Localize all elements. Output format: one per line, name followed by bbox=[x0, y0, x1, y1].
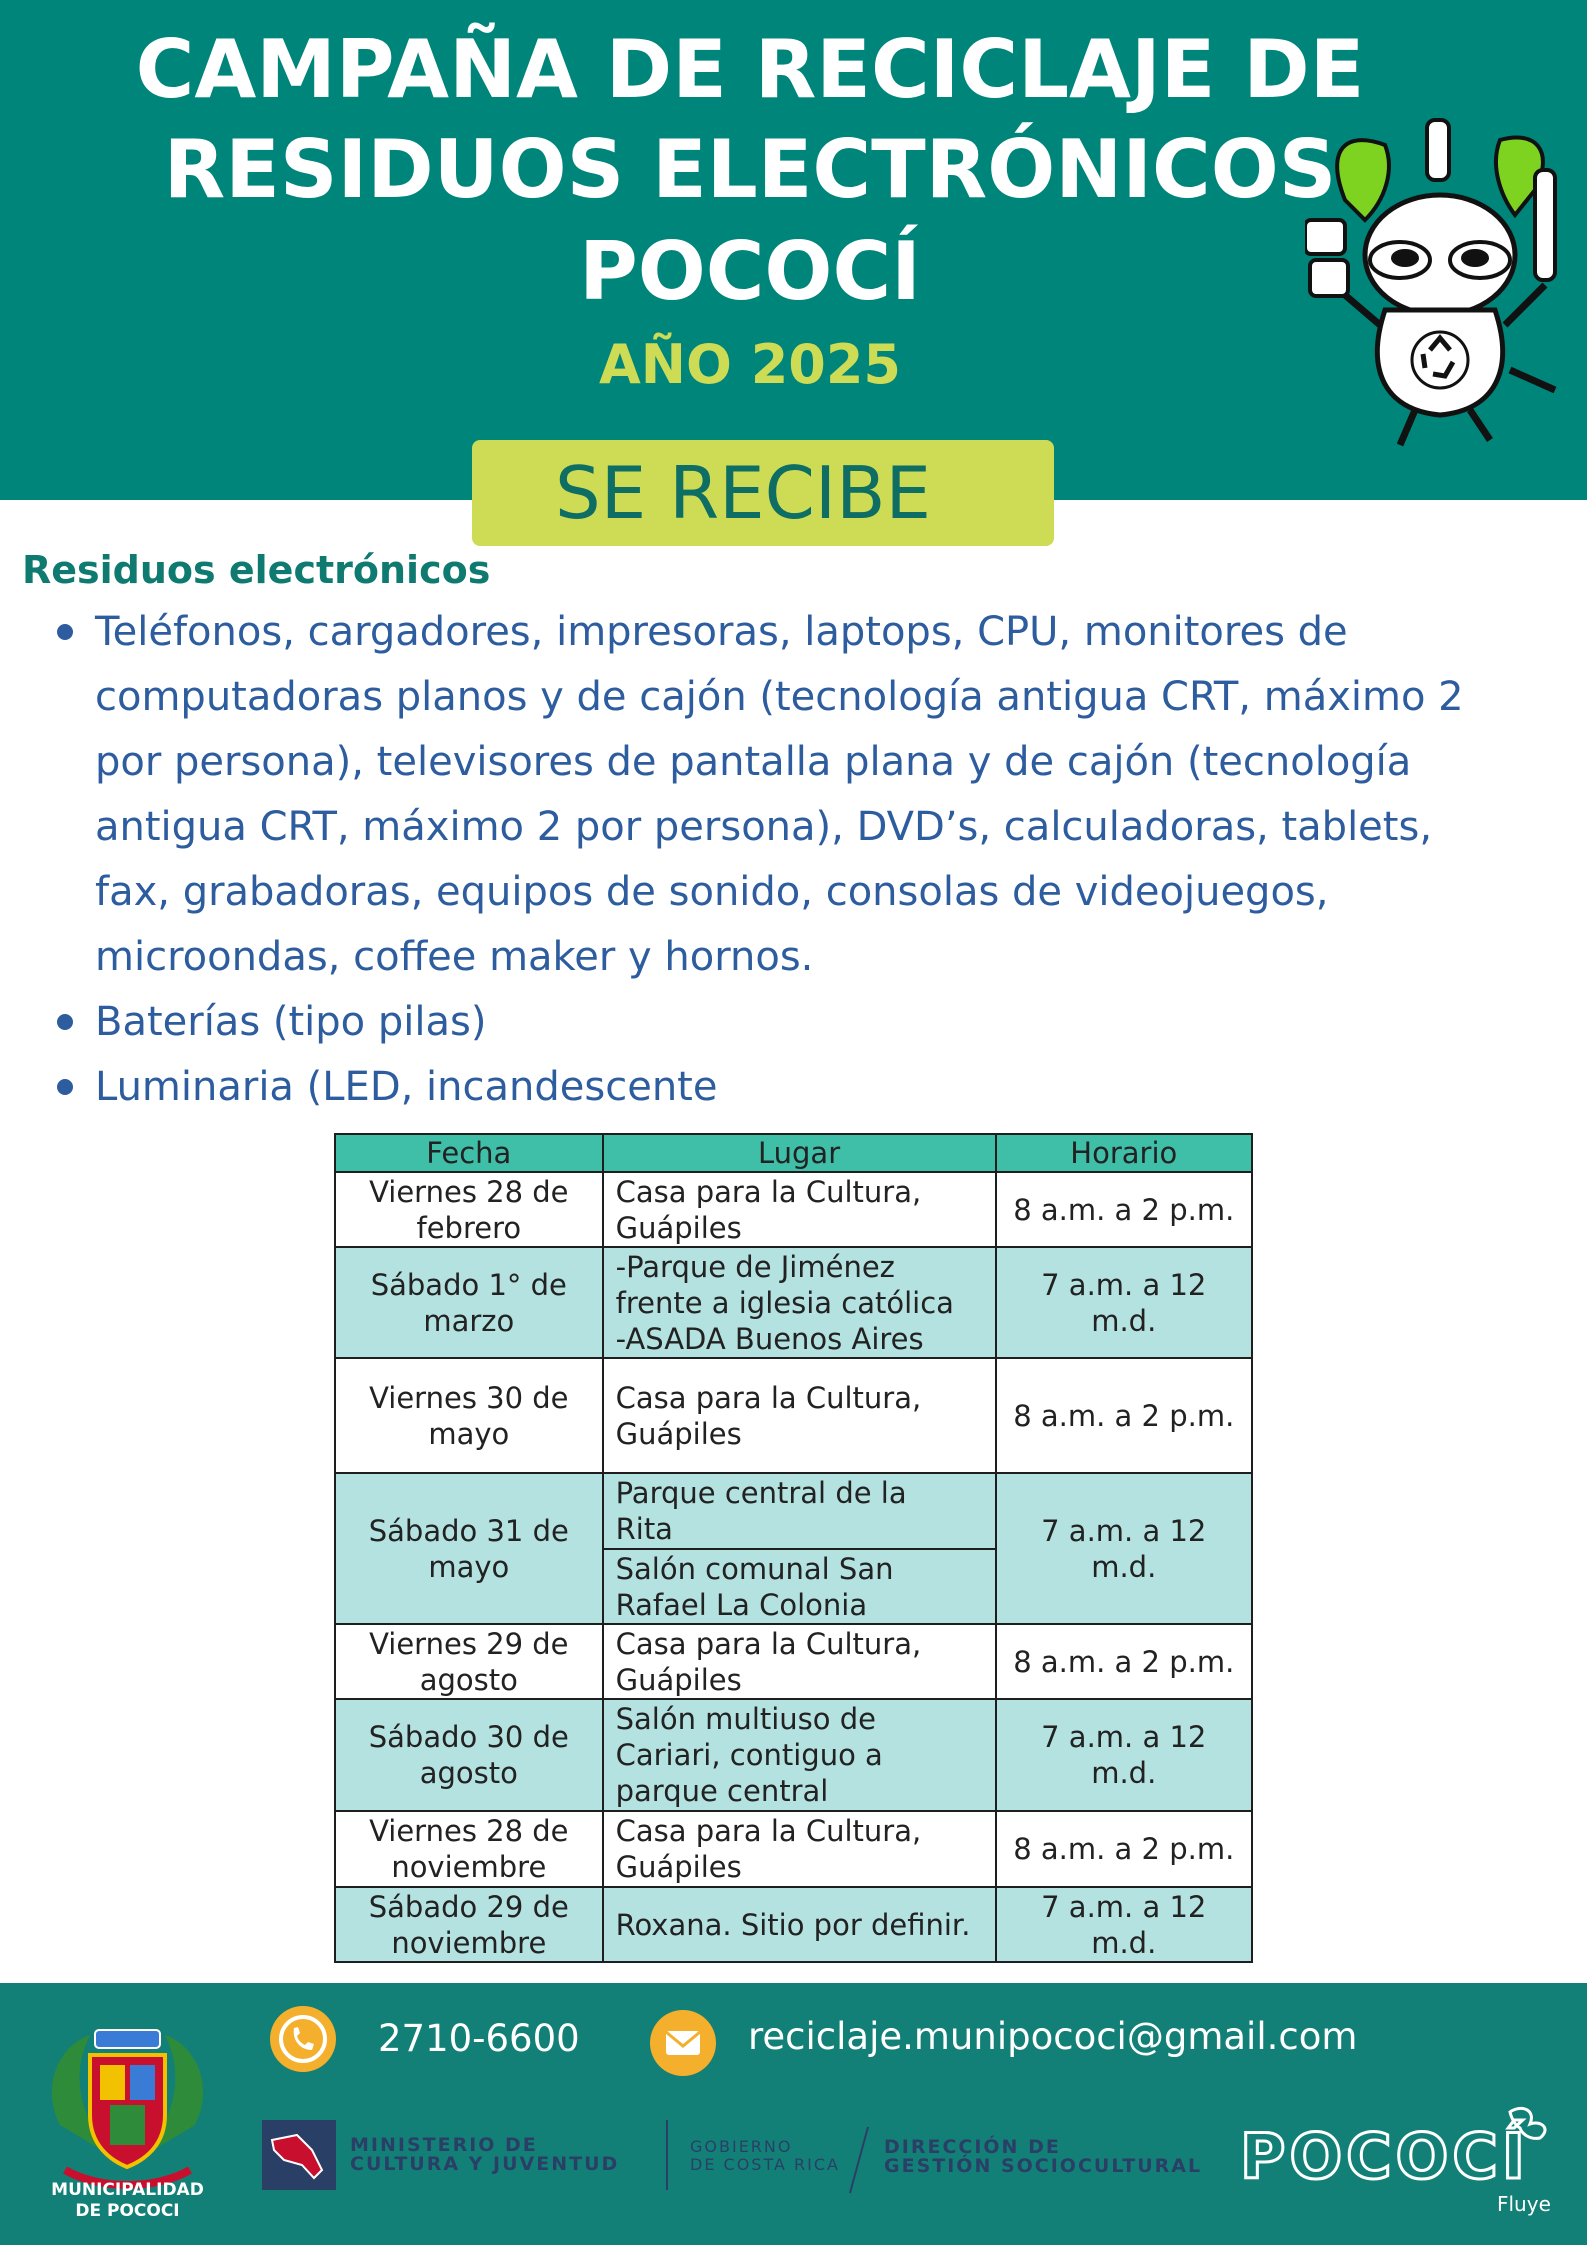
horario-cell: 8 a.m. a 2 p.m. bbox=[996, 1358, 1252, 1473]
fecha-cell: Sábado 29 de noviembre bbox=[335, 1887, 603, 1962]
lugar-cell: Salón comunal San Rafael La Colonia bbox=[603, 1549, 996, 1624]
email-icon bbox=[650, 2010, 716, 2076]
fecha-cell: Sábado 30 de agosto bbox=[335, 1699, 603, 1811]
list-item bbox=[55, 990, 1555, 1055]
lugar-cell: -Parque de Jiménez frente a iglesia católica -ASADA Buenos Aires bbox=[603, 1247, 996, 1358]
lugar-cell: Roxana. Sitio por definir. bbox=[603, 1887, 996, 1962]
table-row bbox=[335, 1699, 1252, 1811]
lugar-cell: Parque central de la Rita bbox=[603, 1473, 996, 1549]
column-header-horario: Horario bbox=[996, 1134, 1252, 1172]
campaign-title-line-3: POCOCÍ bbox=[579, 225, 921, 318]
bullet-icon bbox=[57, 624, 73, 640]
table-row bbox=[335, 1624, 1252, 1699]
fecha-cell: Viernes 28 de noviembre bbox=[335, 1811, 603, 1887]
list-item-line: computadoras planos y de cajón (tecnología antigua CRT, máximo 2 bbox=[95, 674, 1464, 720]
campaign-title-line-1: CAMPAÑA DE RECICLAJE DE bbox=[135, 23, 1365, 116]
horario-cell: 7 a.m. a 12 m.d. bbox=[996, 1247, 1252, 1358]
lugar-cell: Casa para la Cultura, Guápiles bbox=[603, 1624, 996, 1699]
horario-cell: 8 a.m. a 2 p.m. bbox=[996, 1811, 1252, 1887]
table-row bbox=[335, 1887, 1252, 1962]
list-item-line: Teléfonos, cargadores, impresoras, laptops, CPU, monitores de bbox=[95, 609, 1348, 655]
accepted-items-list bbox=[55, 600, 1555, 1120]
column-header-lugar: Lugar bbox=[603, 1134, 996, 1172]
table-header-row bbox=[335, 1134, 1252, 1172]
list-item-line: antigua CRT, máximo 2 por persona), DVD’s, calculadoras, tablets, bbox=[95, 804, 1433, 850]
se-recibe-banner: SE RECIBE bbox=[472, 440, 1054, 546]
brand-tagline: Fluye bbox=[1497, 2192, 1551, 2216]
horario-cell: 7 a.m. a 12 m.d. bbox=[996, 1473, 1252, 1624]
list-item bbox=[55, 600, 1555, 990]
divider bbox=[666, 2120, 668, 2190]
schedule-table bbox=[334, 1133, 1253, 1963]
lugar-cell: Salón multiuso de Cariari, contiguo a parque central bbox=[603, 1699, 996, 1811]
direction-name: DIRECCIÓN DE GESTIÓN SOCIOCULTURAL bbox=[884, 2136, 1203, 2177]
svg-text:POCOCÍ: POCOCÍ bbox=[1240, 2120, 1529, 2193]
fecha-cell: Viernes 29 de agosto bbox=[335, 1624, 603, 1699]
lugar-cell: Casa para la Cultura, Guápiles bbox=[603, 1172, 996, 1247]
municipality-name: MUNICIPALIDAD DE POCOCI bbox=[51, 2180, 204, 2221]
fecha-cell: Viernes 30 de mayo bbox=[335, 1358, 603, 1473]
slash-divider bbox=[848, 2125, 870, 2195]
horario-cell: 7 a.m. a 12 m.d. bbox=[996, 1887, 1252, 1962]
phone-number: 2710-6600 bbox=[378, 2017, 580, 2060]
horario-cell: 8 a.m. a 2 p.m. bbox=[996, 1624, 1252, 1699]
government-name: GOBIERNO DE COSTA RICA bbox=[690, 2137, 840, 2174]
table-row bbox=[335, 1172, 1252, 1247]
header-band bbox=[0, 0, 1587, 500]
email-address: reciclaje.munipococi@gmail.com bbox=[748, 2015, 1358, 2058]
fecha-cell: Viernes 28 de febrero bbox=[335, 1172, 603, 1247]
costa-rica-map-icon bbox=[262, 2120, 336, 2190]
ministry-name: MINISTERIO DE CULTURA Y JUVENTUD bbox=[350, 2134, 620, 2175]
recycling-mascot-icon bbox=[1305, 110, 1575, 450]
list-item-line: Baterías (tipo pilas) bbox=[95, 999, 487, 1045]
lugar-cell: Casa para la Cultura, Guápiles bbox=[603, 1811, 996, 1887]
list-item bbox=[55, 1055, 1555, 1120]
campaign-title-line-2: RESIDUOS ELECTRÓNICOS bbox=[163, 123, 1337, 216]
list-item-line: microondas, coffee maker y hornos. bbox=[95, 934, 814, 980]
bullet-icon bbox=[57, 1014, 73, 1030]
table-row bbox=[335, 1247, 1252, 1358]
lugar-cell: Casa para la Cultura, Guápiles bbox=[603, 1358, 996, 1473]
phone-icon bbox=[270, 2006, 336, 2072]
list-item-line: por persona), televisores de pantalla plana y de cajón (tecnología bbox=[95, 739, 1412, 785]
table-row bbox=[335, 1358, 1252, 1473]
list-item-line: Luminaria (LED, incandescente bbox=[95, 1064, 718, 1110]
horario-cell: 8 a.m. a 2 p.m. bbox=[996, 1172, 1252, 1247]
campaign-year: AÑO 2025 bbox=[599, 333, 901, 396]
section-title: Residuos electrónicos bbox=[22, 548, 491, 592]
bullet-icon bbox=[57, 1079, 73, 1095]
fecha-cell: Sábado 31 de mayo bbox=[335, 1473, 603, 1624]
horario-cell: 7 a.m. a 12 m.d. bbox=[996, 1699, 1252, 1811]
table-row bbox=[335, 1811, 1252, 1887]
table-row bbox=[335, 1473, 1252, 1549]
column-header-fecha: Fecha bbox=[335, 1134, 603, 1172]
fecha-cell: Sábado 1° de marzo bbox=[335, 1247, 603, 1358]
list-item-line: fax, grabadoras, equipos de sonido, consolas de videojuegos, bbox=[95, 869, 1329, 915]
